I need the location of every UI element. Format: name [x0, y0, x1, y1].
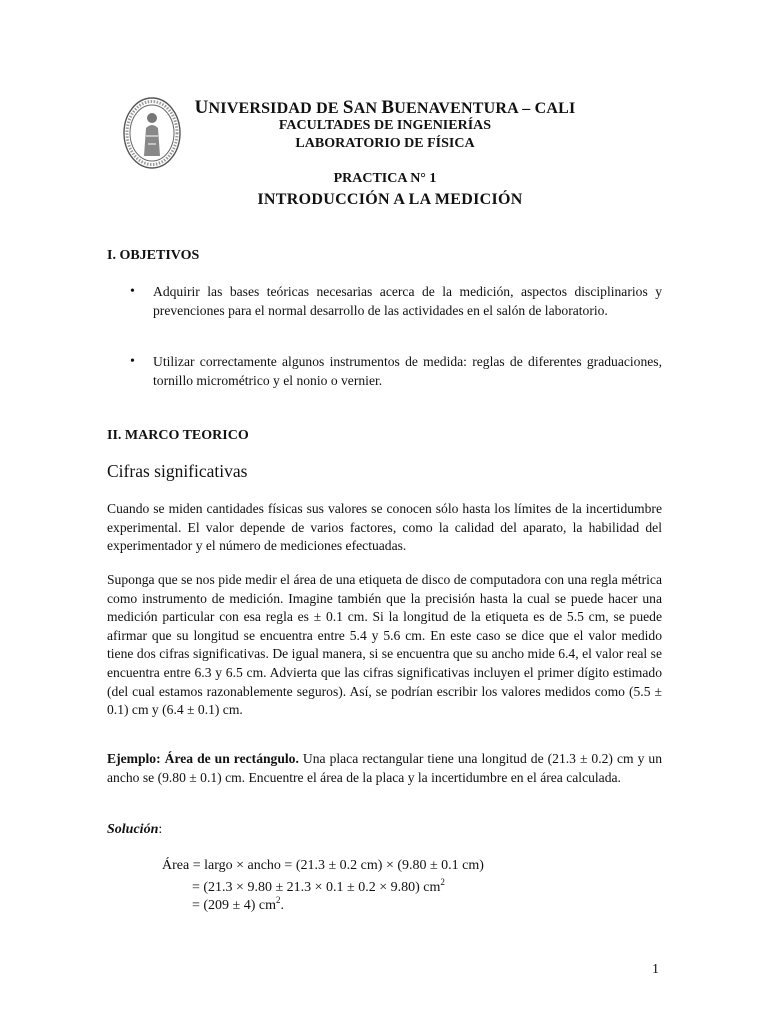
bullet-icon: •	[130, 284, 135, 299]
practice-number: PRACTICA N° 1	[333, 171, 437, 186]
paragraph: Suponga que se nos pide medir el área de una etiqueta de disco de computadora con una regla métrica como instrumento de medición. Imagine también que la precisión hasta la cual se puede hacer una medición particular con esa regla es ± 0.1 cm. Si la longitud de la etiqueta es de 5.5 cm, se puede afirmar que su longitud se encuentra entre 5.4 y 5.6 cm. En este caso se dice que el valor medido tiene dos cifras significativas. De igual manera, si se encuentra que su ancho mide 6.4, el valor real se encuentra entre 6.3 y 6.5 cm. Advierta que las cifras significativas incluyen el primer dígito estimado (del cual estamos razonablemente seguros). Así, se podrían escribir los valores medidos como (5.5 ± 0.1) cm y (6.4 ± 0.1) cm.	[107, 572, 662, 718]
exponent: 2	[440, 877, 445, 887]
university-name-part: AN	[353, 100, 382, 117]
faculties-heading: FACULTADES DE INGENIERÍAS	[278, 118, 492, 133]
university-seal-icon	[122, 96, 182, 170]
laboratory-heading: LABORATORIO DE FÍSICA	[295, 136, 475, 151]
example-paragraph	[107, 750, 662, 787]
paragraph: Cuando se miden cantidades físicas sus valores se conocen sólo hasta los límites de la incertidumbre experimental. El valor depende de varios factores, como la calidad del aparato, la habilidad del experimentador y el número de mediciones efectuadas.	[107, 501, 662, 554]
equation-line	[192, 895, 284, 914]
objectives-heading: I. OBJETIVOS	[107, 248, 200, 263]
objective-item: Utilizar correctamente algunos instrumentos de medida: reglas de diferentes graduaciones, tornillo micrométrico y el nonio o vernier.	[153, 354, 662, 388]
university-name	[190, 97, 580, 119]
bullet-icon: •	[130, 354, 135, 369]
example-text: Una placa rectangular tiene una longitud de (21.3 ± 0.2) cm y un ancho se (9.80 ± 0.1) cm. Encuentre el área de la placa y la incertidumbre en el área calculada.	[107, 751, 662, 785]
equation-line	[192, 877, 445, 896]
equation-line: Área = largo × ancho = (21.3 ± 0.2 cm) × (9.80 ± 0.1 cm)	[162, 858, 484, 873]
theory-heading: II. MARCO TEORICO	[107, 428, 249, 443]
exponent: 2	[276, 895, 281, 905]
section-subtitle: Cifras significativas	[107, 461, 248, 481]
document-title: INTRODUCCIÓN A LA MEDICIÓN	[257, 191, 523, 208]
solution-label-text: Solución	[107, 822, 159, 837]
university-name-part: UENAVENTURA – CALI	[394, 100, 576, 117]
university-name-part: S	[342, 97, 354, 118]
page-number: 1	[652, 962, 659, 977]
university-name-part: B	[381, 97, 395, 118]
equation-text: = (21.3 × 9.80 ± 21.3 × 0.1 ± 0.2 × 9.80) cm	[192, 880, 441, 895]
equation-end: .	[280, 898, 285, 913]
solution-colon: :	[158, 822, 163, 837]
university-name-part: NIVERSIDAD DE	[208, 100, 343, 117]
equation-text: = (209 ± 4) cm	[192, 898, 277, 913]
solution-label	[107, 822, 162, 838]
objective-item: Adquirir las bases teóricas necesarias acerca de la medición, aspectos disciplinarios y prevenciones para el normal desarrollo de las actividades en el salón de laboratorio.	[153, 284, 662, 318]
university-name-part: U	[194, 97, 209, 118]
example-label: Ejemplo: Área de un rectángulo.	[107, 751, 299, 766]
